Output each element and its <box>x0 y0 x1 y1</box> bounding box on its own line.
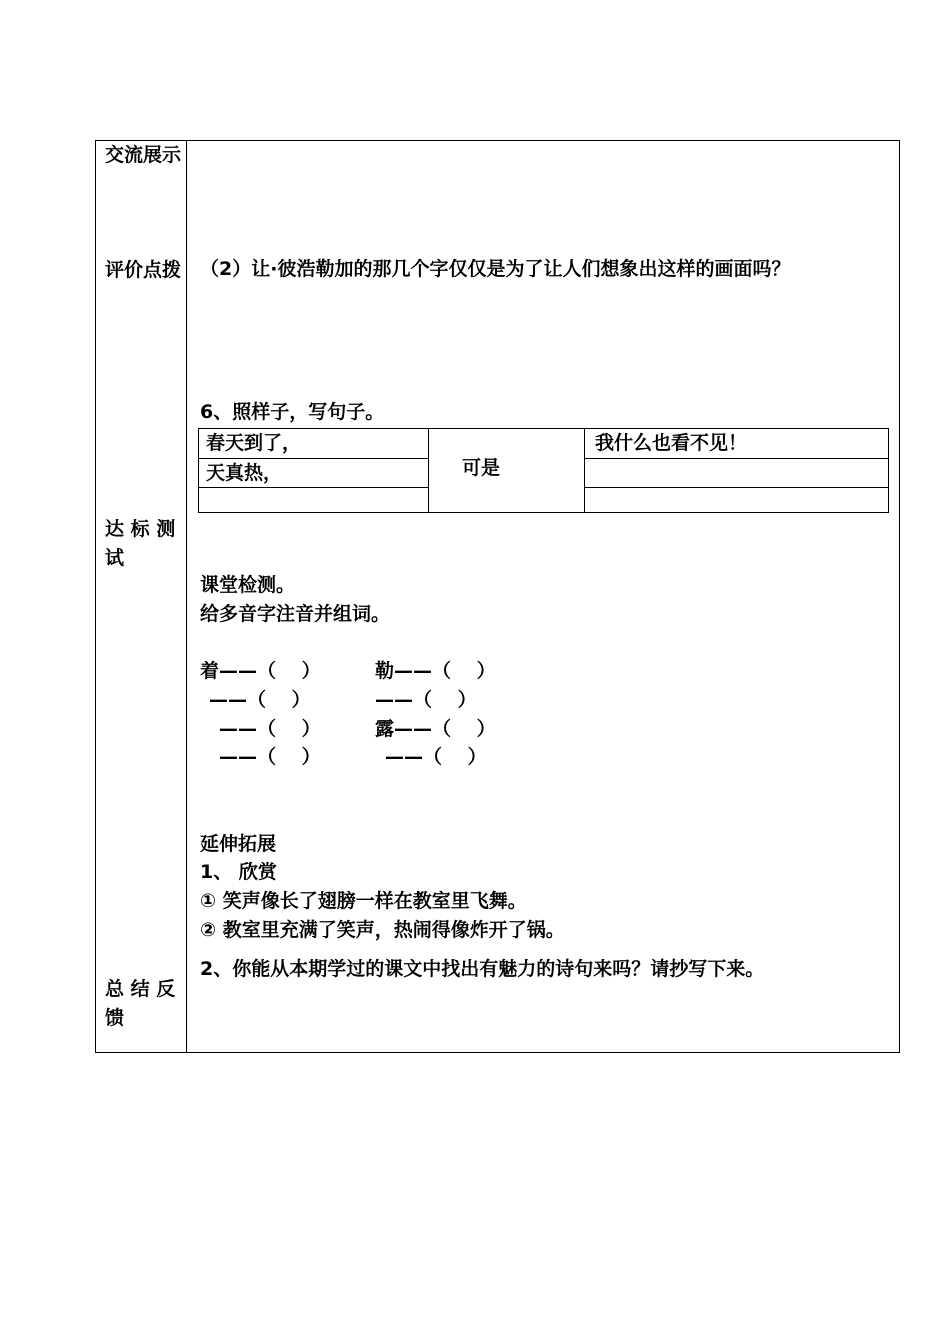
extension-sentence-2: ② 教室里充满了笑声，热闹得像炸开了锅。 <box>200 919 565 941</box>
table-cell: 天真热， <box>206 462 283 484</box>
pinyin-line: ——（ ） <box>209 689 311 711</box>
label-summary: 总 结 反 馈 <box>105 978 176 1029</box>
class-test-instruction: 给多音字注音并组词。 <box>200 603 391 625</box>
class-test-title: 课堂检测。 <box>200 574 296 596</box>
section-6-title: 6、照样子，写句子。 <box>200 401 385 423</box>
pinyin-line: 露——（ ） <box>375 718 496 740</box>
label-test: 达 标 测 试 <box>105 518 176 569</box>
pinyin-line: ——（ ） <box>375 689 477 711</box>
question-2: （2）让·彼浩勒加的那几个字仅仅是为了让人们想象出这样的画面吗？ <box>200 258 791 280</box>
label-evaluate: 评价点拨 <box>105 259 182 281</box>
extension-item-2: 2、你能从本期学过的课文中找出有魅力的诗句来吗？请抄写下来。 <box>200 958 765 980</box>
table-cell-middle: 可是 <box>462 457 501 479</box>
label-exchange: 交流展示 <box>105 144 182 166</box>
extension-sentence-1: ① 笑声像长了翅膀一样在教室里飞舞。 <box>200 890 527 912</box>
extension-item-1: 1、 欣赏 <box>200 861 277 883</box>
table-cell: 我什么也看不见！ <box>595 432 748 454</box>
pinyin-line: ——（ ） <box>219 718 321 740</box>
pinyin-line: 着——（ ） <box>200 660 321 682</box>
column-divider <box>186 140 187 1053</box>
extension-title: 延伸拓展 <box>200 833 277 855</box>
pinyin-line: ——（ ） <box>385 746 487 768</box>
pinyin-line: 勒——（ ） <box>375 660 496 682</box>
table-cell: 春天到了， <box>206 432 302 454</box>
pinyin-line: ——（ ） <box>219 746 321 768</box>
